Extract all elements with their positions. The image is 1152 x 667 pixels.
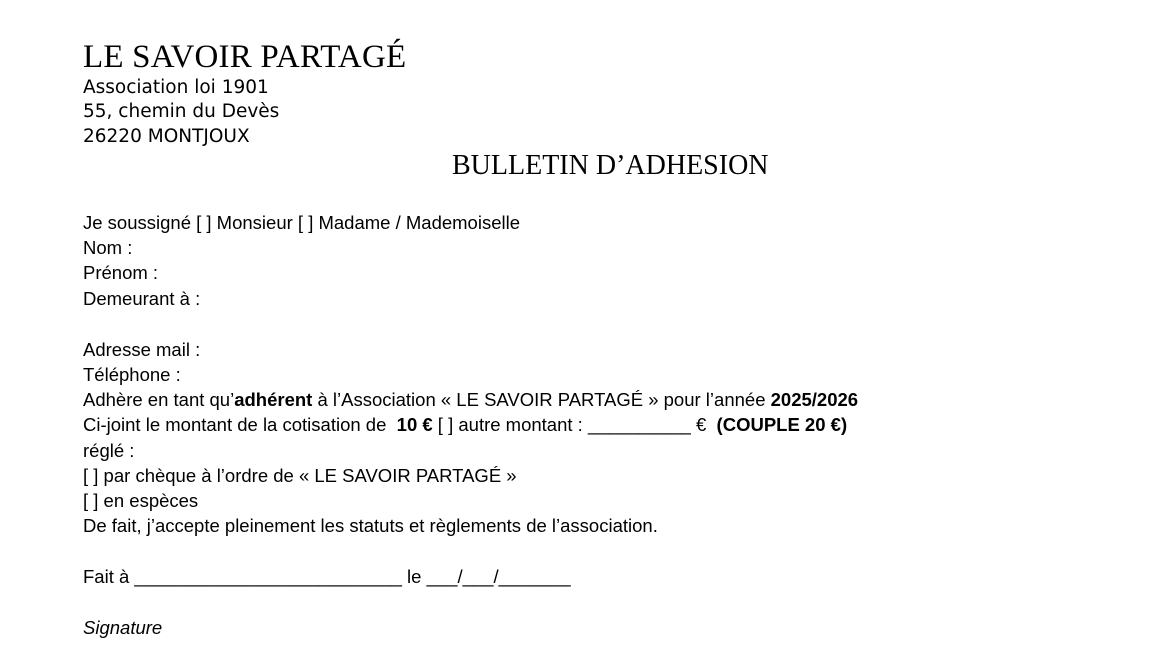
cheque-option: [ ] par chèque à l’ordre de « LE SAVOIR PARTAGÉ »	[83, 465, 517, 486]
adhesion-year: 2025/2026	[770, 389, 859, 410]
adhesion-line	[83, 388, 858, 412]
adhesion-text-1: Adhère en tant qu’	[83, 389, 235, 410]
cotisation-text-1: Ci-joint le montant de la cotisation de	[83, 414, 397, 435]
adhesion-role: adhérent	[234, 389, 313, 410]
nom-label: Nom :	[83, 237, 133, 258]
prenom-label: Prénom :	[83, 262, 159, 283]
mail-label: Adresse mail :	[83, 339, 201, 360]
especes-option: [ ] en espèces	[83, 490, 199, 511]
cotisation-amount: 10 €	[396, 414, 433, 435]
organization-city: 26220 MONTJOUX	[83, 126, 250, 147]
place-date-line: Fait à __________________________ le ___/___/_______	[83, 566, 571, 587]
organization-street: 55, chemin du Devès	[83, 101, 280, 122]
organization-name: LE SAVOIR PARTAGÉ	[83, 39, 407, 75]
acceptation-statement: De fait, j’accepte pleinement les statuts et règlements de l’association.	[83, 515, 658, 536]
adhesion-text-2: à l’Association « LE SAVOIR PARTAGÉ » pour l’année	[312, 389, 771, 410]
document-title: BULLETIN D’ADHESION	[452, 150, 769, 181]
cotisation-text-2: [ ] autre montant : __________ €	[432, 414, 717, 435]
cotisation-line	[83, 413, 847, 437]
signature-label: Signature	[83, 617, 163, 638]
regle-label: réglé :	[83, 440, 135, 461]
cotisation-couple: (COUPLE 20 €)	[716, 414, 848, 435]
organization-type: Association loi 1901	[83, 77, 269, 98]
telephone-label: Téléphone :	[83, 364, 181, 385]
demeurant-label: Demeurant à :	[83, 288, 201, 309]
civility-line: Je soussigné [ ] Monsieur [ ] Madame / Mademoiselle	[83, 212, 520, 233]
